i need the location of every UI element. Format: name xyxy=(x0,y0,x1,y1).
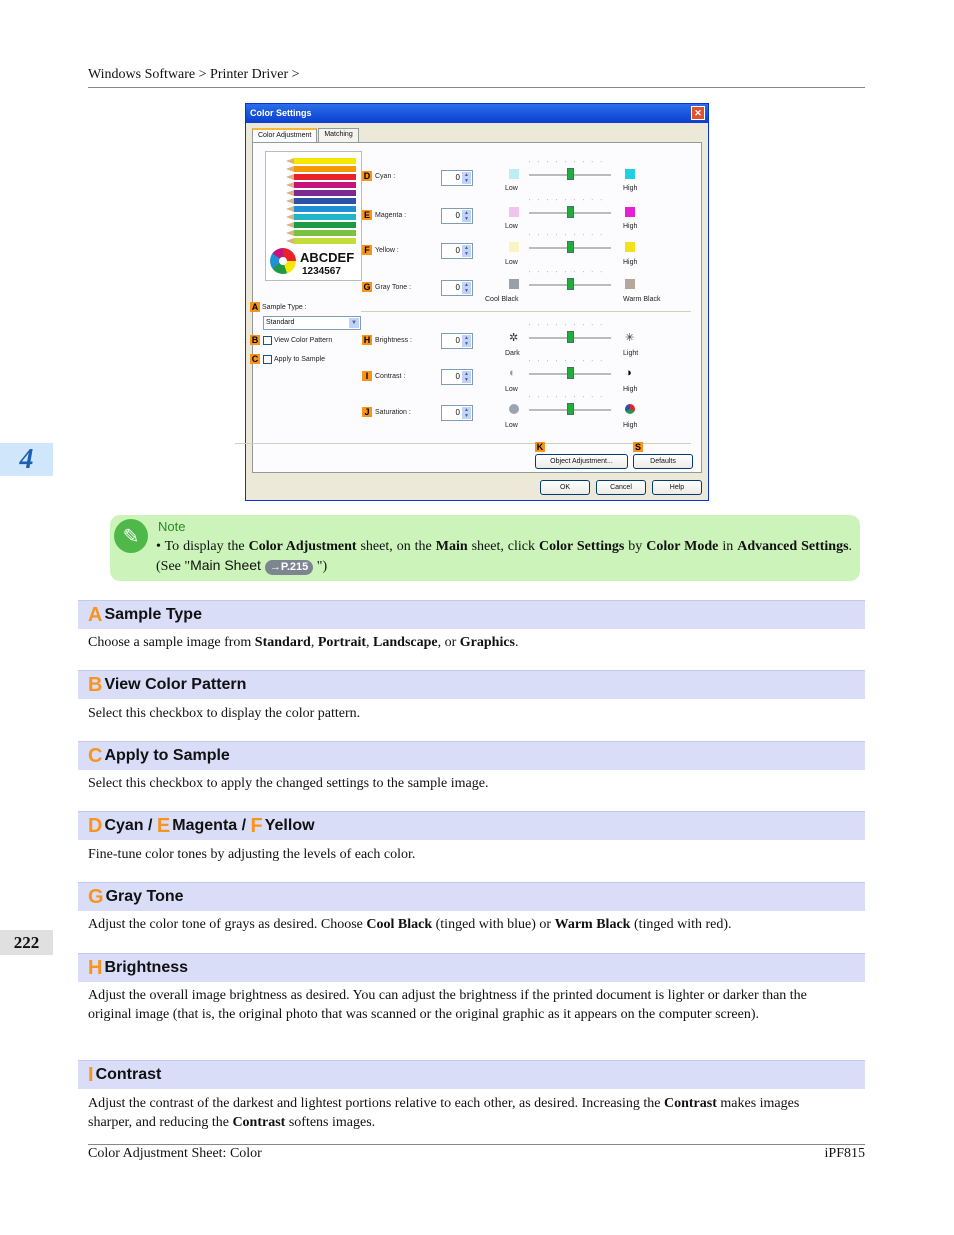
footer-section-title: Color Adjustment Sheet: Color xyxy=(88,1146,262,1161)
page-ref-badge[interactable]: →P.215 xyxy=(265,560,313,575)
cyan-spinbox[interactable]: 0 ▲ ▼ xyxy=(441,170,473,186)
gray-tone-slider[interactable]: ''''''''' xyxy=(529,277,611,291)
cancel-button[interactable]: Cancel xyxy=(596,480,646,495)
callout-d: D xyxy=(363,171,371,181)
sample-type-select[interactable] xyxy=(263,316,361,330)
section-heading-view-color-pattern: B View Color Pattern xyxy=(78,670,865,699)
brightness-slider[interactable]: ''''''''' xyxy=(529,330,611,344)
cyan-low-swatch xyxy=(509,169,519,179)
pencil-icon: ✎ xyxy=(114,519,148,553)
dialog-title-bar xyxy=(246,104,708,123)
brightness-label: Brightness : xyxy=(375,337,412,344)
color-settings-dialog xyxy=(245,103,709,501)
section-heading-cmy: D Cyan / E Magenta / F Yellow xyxy=(78,811,865,840)
callout-b: B xyxy=(251,335,259,345)
yellow-high-swatch xyxy=(625,242,635,252)
apply-to-sample-label: Apply to Sample xyxy=(274,356,325,363)
gray-tone-low-swatch xyxy=(509,279,519,289)
gray-tone-high-swatch xyxy=(625,279,635,289)
magenta-high-label: High xyxy=(623,223,638,230)
magenta-label: Magenta : xyxy=(375,212,407,219)
cool-black-label: Cool Black xyxy=(485,296,519,303)
panel-divider-bottom xyxy=(235,443,691,444)
contrast-label: Contrast : xyxy=(375,373,406,380)
brightness-low-label: Dark xyxy=(505,350,520,357)
magenta-slider[interactable]: ''''''''' xyxy=(529,205,611,219)
cyan-low-label: Low xyxy=(505,185,518,192)
chevron-down-icon: ▼ xyxy=(349,318,359,328)
section-body-sample-type: Choose a sample image from Standard, Portrait, Landscape, or Graphics. xyxy=(88,635,519,650)
brightness-high-label: Light xyxy=(623,350,639,357)
tab-color-adjustment[interactable]: Color Adjustment xyxy=(252,128,317,142)
section-body-apply-to-sample: Select this checkbox to apply the changed settings to the sample image. xyxy=(88,776,489,791)
view-color-pattern-checkbox[interactable] xyxy=(263,336,272,345)
note-text: • To display the Color Adjustment sheet, on the Main sheet, click Color Settings by Color Mode in Advanced Settings.(See "Main Sheet →P.215 ") xyxy=(156,539,853,574)
yellow-spinbox[interactable]: 0 ▲ ▼ xyxy=(441,243,473,259)
magenta-low-label: Low xyxy=(505,223,518,230)
breadcrumb: Windows Software > Printer Driver > xyxy=(88,67,300,82)
magenta-high-swatch xyxy=(625,207,635,217)
cyan-high-label: High xyxy=(623,185,638,192)
contrast-high-icon: ◑ xyxy=(625,367,632,379)
dialog-title: Color Settings xyxy=(250,108,312,118)
callout-a: A xyxy=(251,302,259,312)
section-body-view-color-pattern: Select this checkbox to display the color pattern. xyxy=(88,706,361,721)
panel-divider xyxy=(361,311,691,312)
sample-text-numbers: 1234567 xyxy=(302,266,341,277)
object-adjustment-button[interactable]: Object Adjustment... xyxy=(535,454,628,469)
cyan-high-swatch xyxy=(625,169,635,179)
footer-model: iPF815 xyxy=(824,1146,865,1161)
section-body-brightness: Adjust the overall image brightness as desired. You can adjust the brightness if the printed document is lighter or darker than the original image (that is, the original photo that was scanned or the original graphic as it appears on the computer screen). xyxy=(88,988,807,1022)
yellow-low-swatch xyxy=(509,242,519,252)
note-label: Note xyxy=(158,519,186,534)
section-heading-apply-to-sample: C Apply to Sample xyxy=(78,741,865,770)
saturation-label: Saturation : xyxy=(375,409,411,416)
light-sun-icon: ✳ xyxy=(625,332,635,344)
section-heading-contrast: I Contrast xyxy=(78,1060,865,1089)
callout-k: K xyxy=(536,442,544,452)
saturation-low-icon xyxy=(509,404,519,414)
magenta-low-swatch xyxy=(509,207,519,217)
yellow-slider[interactable]: ''''''''' xyxy=(529,240,611,254)
section-heading-sample-type: A Sample Type xyxy=(78,600,865,629)
contrast-slider[interactable]: ''''''''' xyxy=(529,366,611,380)
sample-image xyxy=(265,151,362,281)
sample-type-label: Sample Type : xyxy=(262,304,307,311)
callout-i: I xyxy=(362,371,372,381)
ok-button[interactable]: OK xyxy=(540,480,590,495)
header-rule xyxy=(88,87,865,88)
saturation-slider[interactable]: ''''''''' xyxy=(529,402,611,416)
brightness-spinbox[interactable]: 0 ▲ ▼ xyxy=(441,333,473,349)
contrast-low-label: Low xyxy=(505,386,518,393)
callout-j: J xyxy=(362,407,372,417)
warm-black-label: Warm Black xyxy=(623,296,661,303)
callout-e: E xyxy=(363,210,370,220)
sample-type-value: Standard xyxy=(266,319,295,326)
callout-c: C xyxy=(251,354,259,364)
color-adjustment-panel xyxy=(252,142,702,473)
defaults-button[interactable]: Defaults xyxy=(633,454,693,469)
yellow-high-label: High xyxy=(623,259,638,266)
section-heading-brightness: H Brightness xyxy=(78,953,865,982)
section-body-contrast: Adjust the contrast of the darkest and lightest portions relative to each other, as desired. Increasing the Contrast makes images sharper, and reducing the Contrast softens images. xyxy=(88,1096,800,1130)
magenta-spinbox[interactable]: 0 ▲ ▼ xyxy=(441,208,473,224)
footer-rule xyxy=(88,1144,865,1145)
close-icon[interactable]: ✕ xyxy=(691,106,705,120)
section-heading-gray-tone: G Gray Tone xyxy=(78,882,865,911)
contrast-low-icon: ◐ xyxy=(509,367,516,379)
saturation-low-label: Low xyxy=(505,422,518,429)
contrast-high-label: High xyxy=(623,386,638,393)
cyan-label: Cyan : xyxy=(375,173,396,180)
yellow-label: Yellow : xyxy=(375,247,399,254)
main-sheet-link[interactable]: Main Sheet xyxy=(190,557,261,573)
tab-matching[interactable]: Matching xyxy=(318,128,358,142)
callout-f: F xyxy=(362,245,372,255)
saturation-spinbox[interactable]: 0 ▲ ▼ xyxy=(441,405,473,421)
callout-h: H xyxy=(363,335,371,345)
section-body-cmy: Fine-tune color tones by adjusting the levels of each color. xyxy=(88,847,416,862)
saturation-high-icon xyxy=(625,404,635,414)
gray-tone-label: Gray Tone : xyxy=(375,284,412,291)
callout-s: S xyxy=(634,442,641,452)
apply-to-sample-checkbox[interactable] xyxy=(263,355,272,364)
view-color-pattern-label: View Color Pattern xyxy=(274,337,333,344)
dark-sun-icon: ✲ xyxy=(509,332,519,344)
sample-text-letters: ABCDEF xyxy=(300,250,355,265)
help-button[interactable]: Help xyxy=(652,480,702,495)
page-number: 222 xyxy=(0,930,53,955)
yellow-low-label: Low xyxy=(505,259,518,266)
cyan-slider[interactable]: ''''''''' xyxy=(529,167,611,181)
contrast-spinbox[interactable]: 0 ▲ ▼ xyxy=(441,369,473,385)
section-body-gray-tone: Adjust the color tone of grays as desired. Choose Cool Black (tinged with blue) or Warm Black (tinged with red). xyxy=(88,917,732,932)
saturation-high-label: High xyxy=(623,422,638,429)
callout-g: G xyxy=(363,282,371,292)
gray-tone-spinbox[interactable]: 0 ▲ ▼ xyxy=(441,280,473,296)
chapter-tab[interactable]: 4 xyxy=(0,443,53,476)
dialog-tabstrip xyxy=(252,128,360,142)
